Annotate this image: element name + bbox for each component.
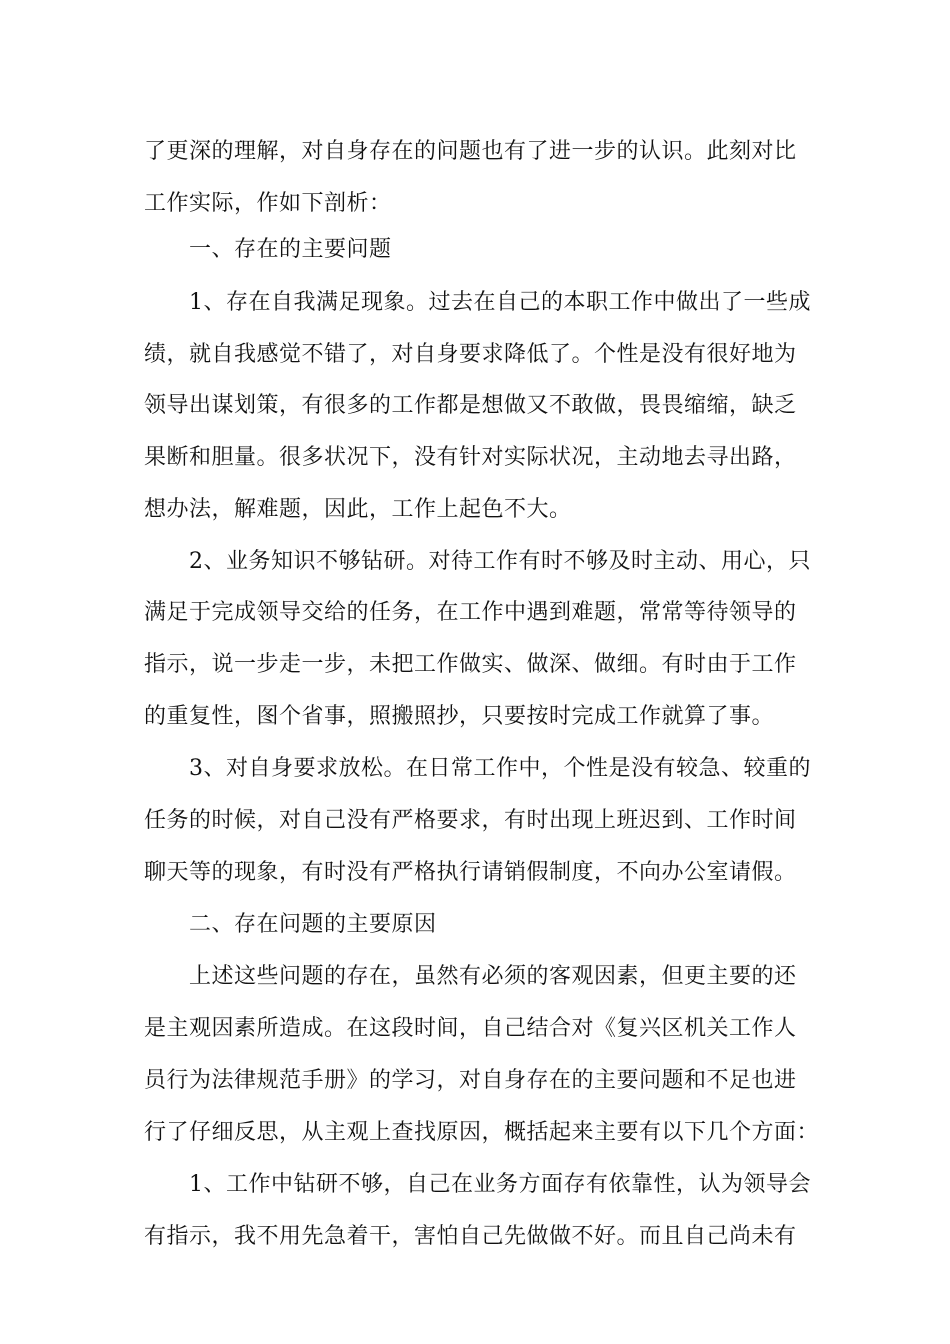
- section-heading: 一、存在的主要问题: [189, 237, 392, 262]
- text-line: 2、业务知识不够钻研。对待工作有时不够及时主动、用心，只: [189, 549, 811, 574]
- text-line: 满足于完成领导交给的任务，在工作中遇到难题，常常等待领导的: [144, 600, 797, 625]
- text-line: 有指示，我不用先急着干，害怕自己先做做不好。而且自己尚未有: [144, 1224, 797, 1249]
- text-line: 聊天等的现象，有时没有严格执行请销假制度，不向办公室请假。: [144, 860, 797, 885]
- text-line: 绩，就自我感觉不错了，对自身要求降低了。个性是没有很好地为: [144, 342, 797, 367]
- text-line: 上述这些问题的存在，虽然有必须的客观因素，但更主要的还: [189, 964, 797, 989]
- text-line: 员行为法律规范手册》的学习，对自身存在的主要问题和不足也进: [144, 1068, 797, 1093]
- text-line: 指示，说一步走一步，未把工作做实、做深、做细。有时由于工作: [144, 652, 797, 677]
- text-line: 1、工作中钻研不够，自己在业务方面存有依靠性，认为领导会: [189, 1172, 811, 1197]
- text-line: 工作实际，作如下剖析：: [144, 191, 392, 216]
- text-line: 行了仔细反思，从主观上查找原因，概括起来主要有以下几个方面：: [144, 1120, 820, 1145]
- text-line: 任务的时候，对自己没有严格要求，有时出现上班迟到、工作时间: [144, 808, 797, 833]
- text-line: 是主观因素所造成。在这段时间，自己结合对《复兴区机关工作人: [144, 1016, 797, 1041]
- text-line: 了更深的理解，对自身存在的问题也有了进一步的认识。此刻对比: [144, 139, 797, 164]
- text-line: 果断和胆量。很多状况下，没有针对实际状况，主动地去寻出路，: [144, 445, 797, 470]
- text-line: 领导出谋划策，有很多的工作都是想做又不敢做，畏畏缩缩，缺乏: [144, 393, 797, 418]
- text-line: 1、存在自我满足现象。过去在自己的本职工作中做出了一些成: [189, 290, 811, 315]
- text-line: 的重复性，图个省事，照搬照抄，只要按时完成工作就算了事。: [144, 704, 775, 729]
- text-line: 3、对自身要求放松。在日常工作中，个性是没有较急、较重的: [189, 756, 811, 781]
- text-line: 想办法，解难题，因此，工作上起色不大。: [144, 497, 572, 522]
- section-heading: 二、存在问题的主要原因: [189, 912, 437, 937]
